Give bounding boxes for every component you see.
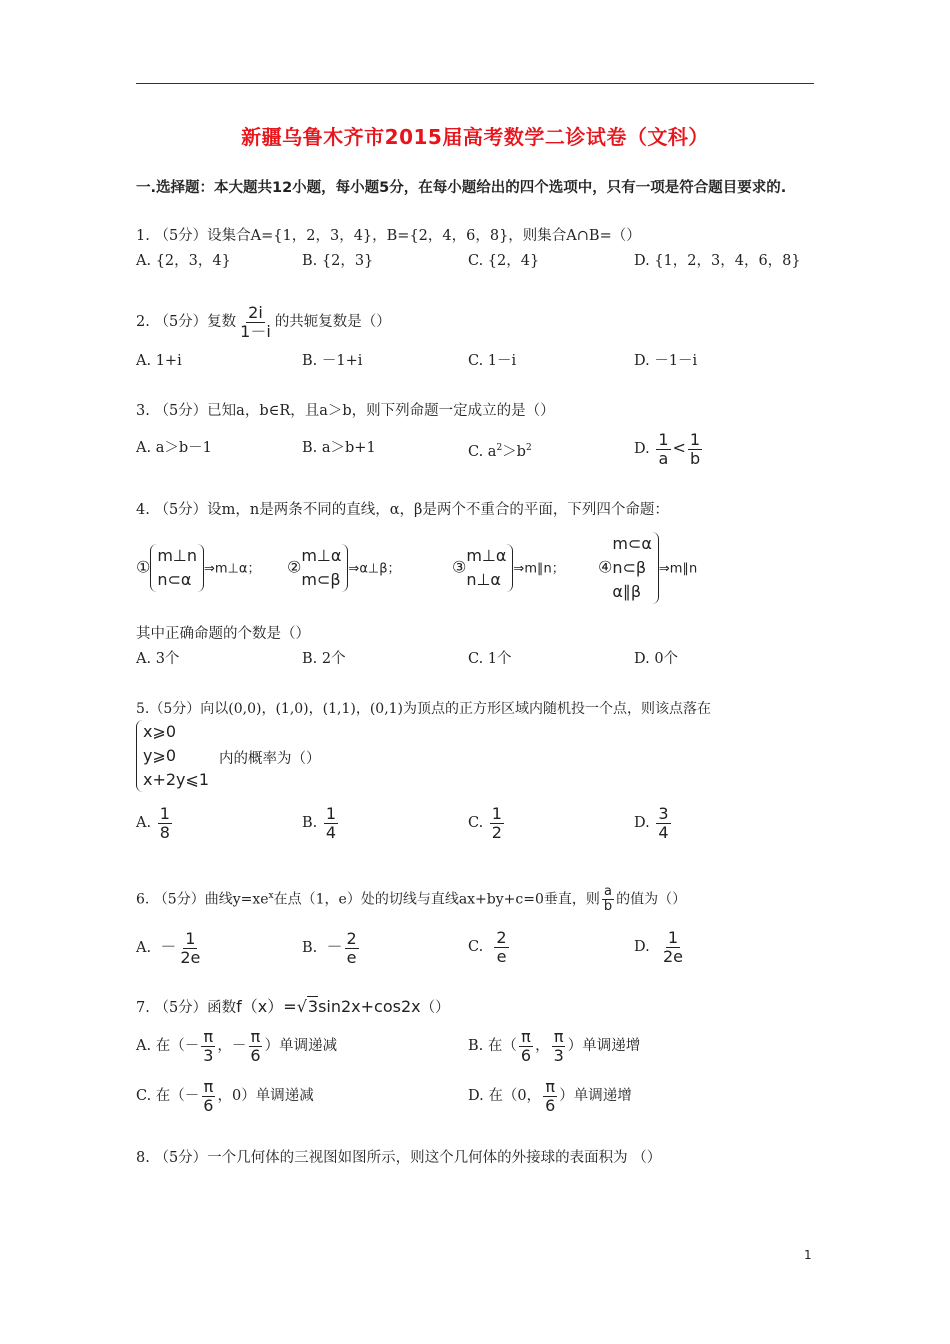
q2-option-b: B. －1+i xyxy=(302,353,363,369)
q7-a-tail: ）单调递减 xyxy=(264,1038,338,1054)
q7-b-frac2 xyxy=(552,1028,566,1065)
q2-prefix: 2. （5分）复数 xyxy=(136,314,237,330)
q7-a-frac1 xyxy=(201,1028,215,1065)
q5-option-c xyxy=(468,802,506,844)
q6-d-num: 1 xyxy=(667,927,679,947)
q7-b-n2: π xyxy=(553,1026,564,1046)
q4-p3-rows xyxy=(466,544,506,592)
q7-b-tail: ）单调递增 xyxy=(567,1038,641,1054)
q1-option-c: C. {2，4} xyxy=(468,253,540,269)
q7-b-d1: 6 xyxy=(520,1045,532,1065)
q6-c-den: e xyxy=(496,946,507,966)
q4-p1b: n⊂α xyxy=(157,570,192,589)
question-5-stem: 5.（5分）向以(0,0)，(1,0)，(1,1)，(0,1)为顶点的正方形区域内随机投一个点，则该点落在 xyxy=(136,701,712,717)
q7-c-d1: 6 xyxy=(203,1095,214,1115)
q5-system xyxy=(136,720,209,792)
q6-d-label: D. xyxy=(634,939,650,955)
q3-d-frac1 xyxy=(656,431,670,468)
q1-option-a: A. {2，3，4} xyxy=(136,253,231,269)
question-4-after: 其中正确命题的个数是（） xyxy=(136,626,310,642)
q6-fnum: a xyxy=(604,884,612,900)
q7-d-d1: 6 xyxy=(545,1095,556,1115)
q6-b-num: 2 xyxy=(346,928,357,948)
q4-c2: ⇒α⊥β； xyxy=(348,561,401,577)
q6-d-frac xyxy=(661,929,685,966)
q6-c-num: 2 xyxy=(496,927,507,947)
q4-p1a: m⊥n xyxy=(157,546,198,565)
q4-p2-rows xyxy=(301,544,341,592)
q6-a-den: 2e xyxy=(180,947,201,967)
question-6-stem xyxy=(136,876,686,920)
q4-proposition-2 xyxy=(287,544,401,592)
section-header: 一.选择题：本大题共12小题，每小题5分，在每小题给出的四个选项中，只有一项是符合题目要求的. xyxy=(136,180,787,196)
q7-a-d1: 3 xyxy=(203,1045,214,1065)
q7-root: 3 xyxy=(307,997,319,1016)
q6-a-num: 1 xyxy=(185,928,196,948)
q5-sys-rows xyxy=(143,720,209,792)
q4-c3: ⇒m∥n； xyxy=(513,561,565,577)
q4-p3a: m⊥α xyxy=(466,546,507,565)
q7-b-mid: ， xyxy=(535,1038,550,1054)
page-title: 新疆乌鲁木齐市2015届高考数学二诊试卷（文科） xyxy=(241,125,709,149)
q4-option-a: A. 3个 xyxy=(136,651,180,667)
q7-a-n1: π xyxy=(203,1026,214,1046)
q7-option-d xyxy=(468,1075,632,1117)
q4-p4b: n⊂β xyxy=(612,558,647,577)
q6-frac xyxy=(602,885,614,914)
q4-p3b: n⊥α xyxy=(466,570,501,589)
q4-p4-rows xyxy=(612,532,652,604)
q3-d-num1: 1 xyxy=(658,429,669,449)
q7-suffix: （） xyxy=(420,1000,450,1016)
q7-c-lead: C. 在（－ xyxy=(136,1088,200,1104)
q7-b-n1: π xyxy=(521,1026,531,1046)
q6-c-frac xyxy=(494,929,508,966)
q5-left-brace xyxy=(136,720,143,792)
q7-a-n2: π xyxy=(250,1026,261,1046)
q5-option-b xyxy=(302,802,340,844)
q7-option-a xyxy=(136,1025,337,1067)
q4-p1-right-brace xyxy=(197,544,204,592)
q3-d-den2: b xyxy=(689,448,701,468)
q6-mid: 在点（1，e）处的切线与直线ax+by+c=0垂直，则 xyxy=(273,891,600,908)
q6-option-a xyxy=(136,926,204,969)
q3-d-lt: < xyxy=(672,438,686,457)
q2-frac-num: 2i xyxy=(248,302,263,322)
q5-a-num: 1 xyxy=(159,803,170,823)
q6-a-frac xyxy=(178,930,202,967)
q7-b-lead: B. 在（ xyxy=(468,1038,517,1054)
q5-c-frac xyxy=(490,805,504,842)
q7-a-frac2 xyxy=(248,1028,262,1065)
q2-option-c: C. 1－i xyxy=(468,353,517,369)
q3-c-label: C. a xyxy=(468,443,497,460)
q5-sys-0: x⩾0 xyxy=(143,722,177,741)
q5-d-frac xyxy=(656,805,670,842)
q7-a-mid: ，－ xyxy=(217,1038,247,1054)
q4-option-b: B. 2个 xyxy=(302,651,346,667)
q2-option-d: D. －1－i xyxy=(634,353,698,369)
q2-suffix: 的共轭复数是（） xyxy=(274,314,391,330)
q7-option-b xyxy=(468,1025,640,1067)
q6-fden: b xyxy=(603,899,613,915)
q4-p1-rows xyxy=(157,544,197,592)
q2-option-a: A. 1+i xyxy=(136,353,182,369)
q7-d-lead: D. 在（0， xyxy=(468,1088,542,1104)
q5-b-frac xyxy=(324,805,338,842)
q4-proposition-3 xyxy=(452,544,565,592)
q7-b-frac1 xyxy=(519,1028,533,1065)
q7-rest: sin2x+cos2x xyxy=(318,997,421,1016)
q7-sqrt-sign: √ xyxy=(296,997,307,1016)
q4-option-c: C. 1个 xyxy=(468,651,512,667)
q2-frac-den: 1－i xyxy=(240,321,271,341)
q7-c-frac1 xyxy=(201,1078,215,1115)
q7-option-c xyxy=(136,1075,314,1117)
q4-p2a: m⊥α xyxy=(301,546,342,565)
q6-a-label: A. xyxy=(136,940,152,956)
q7-b-d2: 3 xyxy=(553,1045,564,1065)
q4-circ-3: ③ xyxy=(452,557,467,577)
question-2-stem xyxy=(136,302,391,342)
q6-a-sign: － xyxy=(160,937,177,956)
q7-d-frac1 xyxy=(543,1078,557,1115)
q6-b-den: e xyxy=(346,947,357,967)
question-1-stem: 1. （5分）设集合A={1，2，3，4}，B={2，4，6，8}，则集合A∩B=（） xyxy=(136,228,641,244)
q3-option-a: A. a＞b－1 xyxy=(136,440,212,456)
q5-c-num: 1 xyxy=(491,803,502,823)
q5-option-a xyxy=(136,802,174,844)
q4-p4-right-brace xyxy=(652,532,659,604)
q3-d-label: D. xyxy=(634,441,650,457)
q1-option-b: B. {2，3} xyxy=(302,253,374,269)
q5-b-label: B. xyxy=(302,815,318,831)
q3-d-den1: a xyxy=(658,448,669,468)
q5-option-d xyxy=(634,802,673,844)
q6-option-b xyxy=(302,926,361,969)
q4-circ-2: ② xyxy=(287,557,302,577)
q5-d-num: 3 xyxy=(658,803,669,823)
q4-c4: ⇒m∥n xyxy=(658,561,698,577)
q5-sys-1: y⩾0 xyxy=(143,746,177,765)
q4-proposition-1 xyxy=(136,544,260,592)
q3-d-frac2 xyxy=(688,431,702,468)
q2-fraction xyxy=(238,304,273,341)
q4-c1: ⇒m⊥α； xyxy=(204,561,261,577)
q5-a-den: 8 xyxy=(159,822,170,842)
q3-c-sup1: 2 xyxy=(496,443,503,453)
q7-prefix: 7. （5分）函数 xyxy=(136,1000,237,1016)
q7-a-d2: 6 xyxy=(250,1045,261,1065)
q4-circ-4: ④ xyxy=(598,557,613,577)
q6-b-frac xyxy=(345,930,359,967)
q4-p1-left-brace xyxy=(150,544,157,592)
q5-c-label: C. xyxy=(468,815,484,831)
q3-c-sup2: 2 xyxy=(525,443,532,453)
q5-d-label: D. xyxy=(634,815,650,831)
q5-a-label: A. xyxy=(136,815,152,831)
q4-circ-1: ① xyxy=(136,557,151,577)
question-7-stem xyxy=(136,997,450,1018)
page-number: 1 xyxy=(804,1248,812,1262)
q5-b-den: 4 xyxy=(325,822,337,842)
q6-b-label: B. xyxy=(302,940,318,956)
q3-option-c xyxy=(468,438,532,462)
q6-option-c xyxy=(468,926,511,968)
q6-option-d xyxy=(634,926,687,968)
q6-c-label: C. xyxy=(468,939,484,955)
q7-a-lead: A. 在（－ xyxy=(136,1038,200,1054)
q6-prefix: 6. （5分）曲线y=xe xyxy=(136,891,269,908)
q4-p2b: m⊂β xyxy=(301,570,341,589)
q5-d-den: 4 xyxy=(658,822,669,842)
question-8-stem: 8. （5分）一个几何体的三视图如图所示，则这个几何体的外接球的表面积为 （） xyxy=(136,1150,662,1166)
q1-option-d: D. {1，2，3，4，6，8} xyxy=(634,253,801,269)
q4-p4c: α∥β xyxy=(612,582,642,601)
q6-d-den: 2e xyxy=(662,946,683,966)
q7-func: f（x）= xyxy=(236,997,297,1016)
q7-d-n1: π xyxy=(545,1076,555,1096)
question-4-stem: 4. （5分）设m，n是两条不同的直线，α，β是两个不重合的平面，下列四个命题： xyxy=(136,502,669,518)
q6-sup-x: x xyxy=(268,891,274,901)
q5-tail: 内的概率为（） xyxy=(219,751,321,767)
q7-c-n1: π xyxy=(203,1076,214,1096)
q5-a-frac xyxy=(158,805,172,842)
question-3-stem: 3. （5分）已知a，b∈R，且a＞b，则下列命题一定成立的是（） xyxy=(136,403,555,419)
q5-sys-2: x+2y⩽1 xyxy=(143,770,210,789)
q3-d-num2: 1 xyxy=(689,429,701,449)
q7-c-tail: ，0）单调递减 xyxy=(217,1088,314,1104)
q7-d-tail: ）单调递增 xyxy=(559,1088,632,1104)
header-rule xyxy=(136,83,814,84)
q6-b-sign: － xyxy=(326,937,343,956)
q4-p4a: m⊂α xyxy=(612,534,652,553)
q3-c-rest: ＞b xyxy=(502,443,526,460)
q5-b-num: 1 xyxy=(325,803,337,823)
q6-suffix: 的值为（） xyxy=(616,891,687,908)
q4-option-d: D. 0个 xyxy=(634,651,679,667)
q3-option-b: B. a＞b+1 xyxy=(302,440,376,456)
q4-proposition-4 xyxy=(598,532,697,604)
q5-c-den: 2 xyxy=(491,822,502,842)
q3-option-d xyxy=(634,427,704,470)
